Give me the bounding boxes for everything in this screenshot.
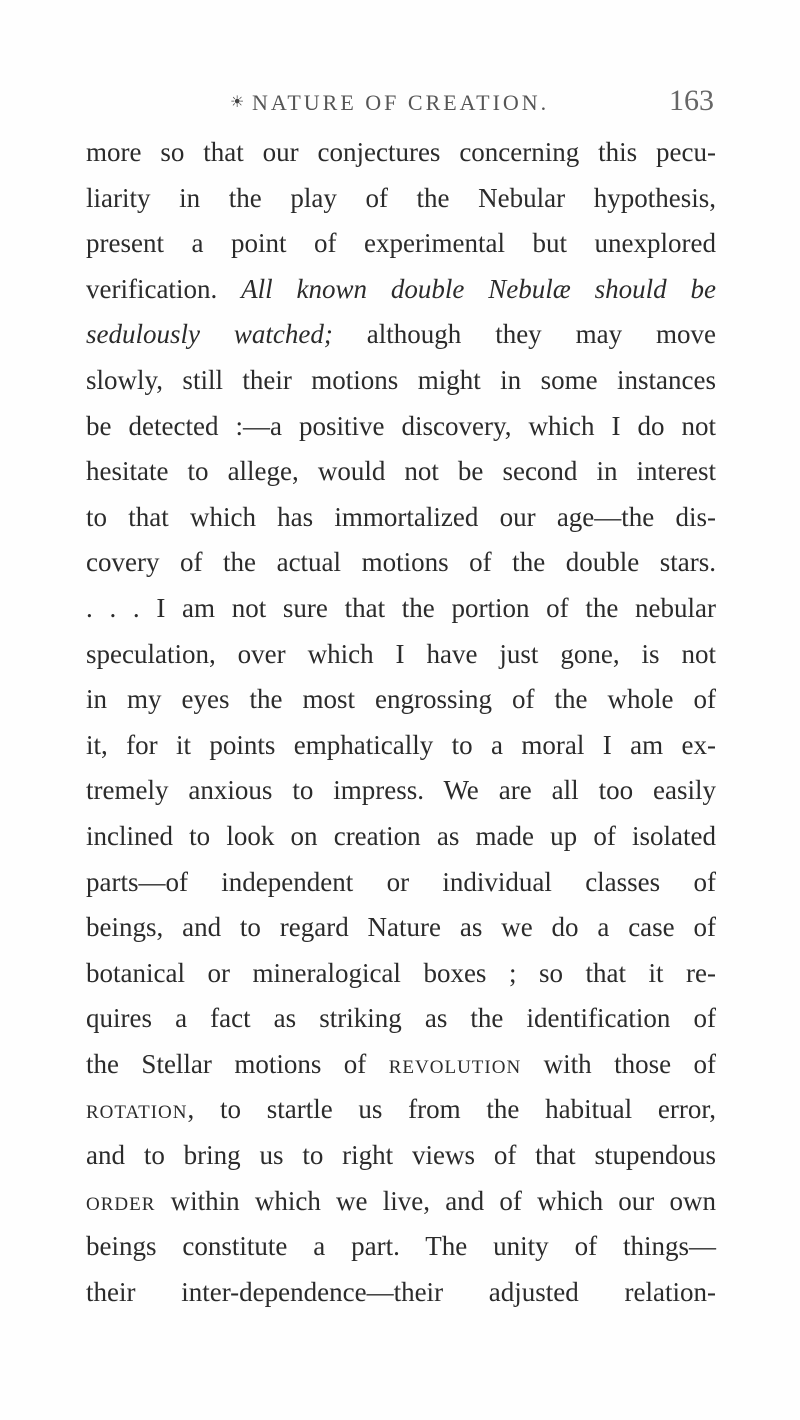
text-line: present a point of experimental but unexplored [86, 228, 716, 259]
text-line: liarity in the play of the Nebular hypothesis, [86, 182, 716, 213]
running-title: NATURE OF CREATION. [252, 90, 550, 115]
small-caps-term: rotation [86, 1094, 188, 1125]
text-line: hesitate to allege, would not be second in interest [86, 456, 716, 487]
text-line: inclined to look on creation as made up of isolated [86, 820, 716, 851]
ornament-icon: ☀ [230, 94, 248, 111]
text-line: speculation, over which I have just gone, is not [86, 638, 716, 669]
running-head [230, 84, 714, 130]
text-line: and to bring us to right views of that stupendous [86, 1140, 716, 1171]
text-line: tremely anxious to impress. We are all too easily [86, 775, 716, 806]
text-line: botanical or mineralogical boxes ; so that it re- [86, 957, 716, 988]
italic-emphasis: All known double Nebulæ should be [241, 273, 716, 304]
text-line: the Stellar motions of revolution with those of [86, 1048, 716, 1079]
text-line: beings constitute a part. The unity of things— [86, 1231, 716, 1262]
text-line: it, for it points emphatically to a moral I am ex- [86, 729, 716, 760]
text-line: beings, and to regard Nature as we do a case of [86, 912, 716, 943]
text-line: more so that our conjectures concerning this pecu- [86, 137, 716, 167]
text-line: in my eyes the most engrossing of the whole of [86, 684, 716, 715]
small-caps-term: order [86, 1185, 156, 1216]
text-line: quires a fact as striking as the identification of [86, 1003, 716, 1034]
text-line: to that which has immortalized our age—the dis- [86, 501, 716, 532]
italic-emphasis: sedulously watched; [86, 319, 333, 350]
body-text [86, 130, 716, 1315]
text-line: verification. All known double Nebulæ should be [86, 273, 716, 304]
text-line: rotation, to startle us from the habitual error, [86, 1094, 716, 1125]
text-line: be detected :—a positive discovery, which I do not [86, 410, 716, 441]
text-line: parts—of independent or individual classes of [86, 866, 716, 897]
text-line: covery of the actual motions of the double stars. [86, 547, 716, 578]
text-line: . . . I am not sure that the portion of the nebular [86, 592, 716, 623]
text-line: sedulously watched; although they may move [86, 319, 716, 350]
text-line: slowly, still their motions might in some instances [86, 364, 716, 395]
small-caps-term: revolution [388, 1048, 522, 1079]
text-line: their inter-dependence—their adjusted relation- [86, 1276, 716, 1307]
text-line: order within which we live, and of which our own [86, 1185, 716, 1216]
page-number: 163 [669, 84, 714, 117]
